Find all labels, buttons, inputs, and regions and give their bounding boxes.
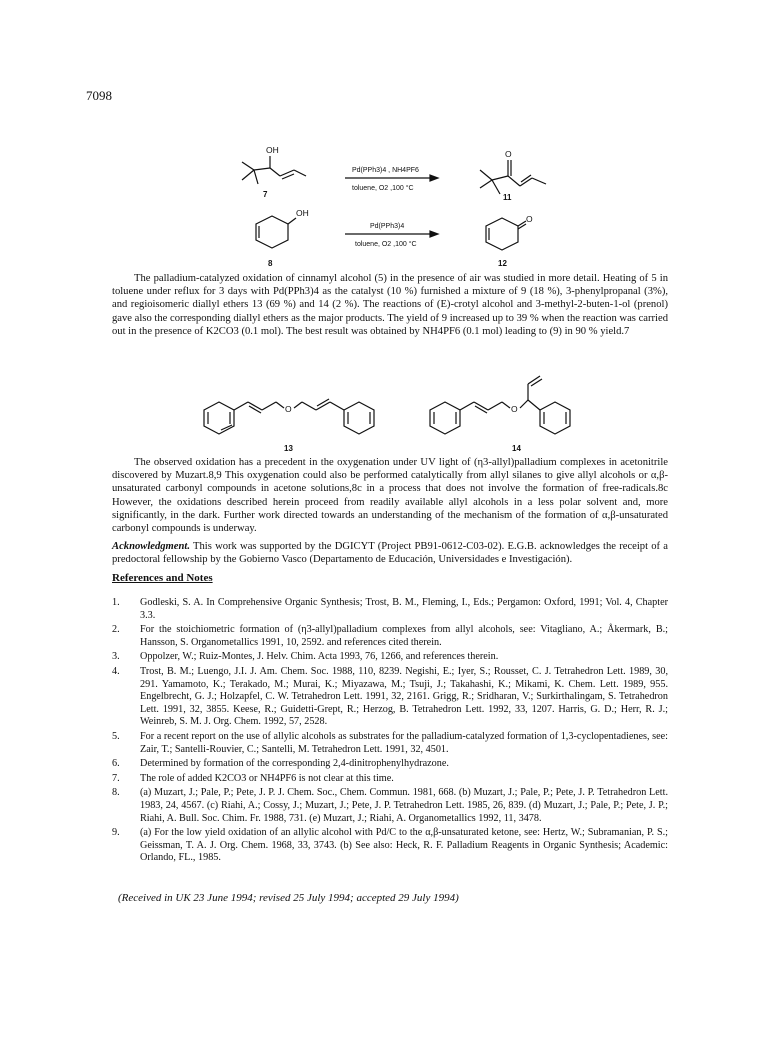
paragraph-1: The palladium-catalyzed oxidation of cinnamyl alcohol (5) in the presence of air was studied in more detail. Heating of 5 in toluene under reflux for 3 days with Pd(PPh3)4 as the catalyst (10 %) furnished a mixture of 9 (18 %), 3-phenylpropanal (3%), and regioisomeric diallyl ethers 13 (69 %) and 14 (2 %). The reactions of (E)-crotyl alcohol and 3-methyl-2-buten-1-ol (prenol) gave also the corresponding diallyl ethers as the major products. The yield of 9 increased up to 39 % when the reaction was carried out in the presence of K2CO3 (0.1 mol). The best result was obtained by NH4PF6 (0.1 mol) leading to (9) in 90 % yield.7: [112, 273, 668, 337]
structure-7: [242, 156, 306, 184]
reference-text: (a) For the low yield oxidation of an allylic alcohol with Pd/C to the α,β-unsaturated ketone, see: Hertz, W.; Subramanian, P. S.; Geissman, T. A. J. Org. Chem. 1968, 33, 3743. (b) See also: Heck, R. F. Palladium Reagents in Organic Synthesis; Academic: Orlando, FL., 1985.: [140, 827, 668, 864]
reference-item: [112, 758, 668, 771]
acknowledgment-text: This work was supported by the DGICYT (Project PB91-0612-C03-02). E.G.B. acknowledges the receipt of a predoctoral fellowship by the Gobierno Vasco (Departamento de Educación, Universidades e Investigación).: [112, 541, 668, 566]
reference-text: The role of added K2CO3 or NH4PF6 is not clear at this time.: [140, 772, 394, 784]
reference-number: 5.: [112, 730, 120, 742]
reference-number: 7.: [112, 772, 120, 784]
reference-item: [112, 651, 668, 664]
received-dates: (Received in UK 23 June 1994; revised 25 July 1994; accepted 29 July 1994): [118, 892, 459, 904]
reference-text: Determined by formation of the corresponding 2,4-dinitrophenylhydrazone.: [140, 758, 449, 770]
label-o-13: O: [285, 404, 292, 414]
paragraph-2: The observed oxidation has a precedent in the oxygenation under UV light of (η3-allyl)palladium complexes in acetonitrile discovered by Muzart.8,9 This oxygenation could also be performed catalytically from allyl silanes to give allyl alcohols or α,β-unsaturated carbonyl compounds in acetone solutions,8c in a process that does not involve the formation of free-radicals.8c However, the oxidations described herein proceed from readily available allyl alcohols in a less polar solvent and, more significantly, in the dark. Further work directed towards an understanding of the mechanism of the formation of α,β-unsaturated carbonyl compounds is underway.: [112, 457, 668, 535]
reference-number: 8.: [112, 787, 120, 799]
structure-12: [486, 218, 526, 250]
reference-number: 6.: [112, 758, 120, 770]
label-oh-7: OH: [266, 145, 279, 155]
page-number: 7098: [86, 88, 112, 103]
reference-item: [112, 773, 668, 786]
compound-7-label: 7: [263, 190, 268, 199]
compound-11-label: 11: [503, 193, 512, 202]
reference-text: Godleski, S. A. In Comprehensive Organic Synthesis; Trost, B. M., Fleming, I., Eds.; Pergamon: Oxford, 1991; Vol. 4, Chapter 3.3.: [140, 597, 668, 621]
reference-text: For the stoichiometric formation of (η3-allyl)palladium complexes from allyl alcohols, see: Vitagliano, A.; Åkermark, B.; Hansson, S. Organometallics 1991, 10, 2592. and references cited therein.: [140, 624, 668, 648]
reference-item: [112, 597, 668, 622]
reference-item: [112, 827, 668, 865]
compound-8-label: 8: [268, 259, 273, 268]
label-o-12: O: [526, 214, 533, 224]
structure-8: [256, 216, 296, 248]
structure-14: [430, 376, 570, 434]
reference-number: 3.: [112, 651, 120, 663]
reference-item: [112, 787, 668, 825]
reference-text: Trost, B. M.; Luengo, J.I. J. Am. Chem. Soc. 1988, 110, 8239. Negishi, E.; Iyer, S.; Rousset, C. J. Tetrahedron Lett. 1989, 30, 291. Yamamoto, K.; Terakado, M.; Murai, K.; Miyazawa, M.; Tsuji, J.; Takahashi, K.; Mikami, K. Chem. Lett. 1989, 955. Engelbrecht, G. J.; Holzapfel, C. W. Tetrahedron Lett. 1991, 32, 2161. Grigg, R.; Sridharan, V.; Surkirthalingam, S. Tetrahedron Lett. 1991, 32, 3855. Keese, R.; Guidetti-Grept, R.; Herzog, B. Tetrahedron Lett. 1992, 33, 1207. Harris, G. D.; Herr, R. J.; Weinreb, S. M. J. Org. Chem. 1992, 57, 2528.: [140, 665, 668, 728]
compound-13-label: 13: [284, 444, 293, 453]
conditions-1: toluene, O2 ,100 °C: [352, 185, 414, 192]
references-heading: References and Notes: [112, 572, 213, 584]
label-oh-8: OH: [296, 208, 309, 218]
reaction-scheme: [0, 0, 768, 460]
reference-item: [112, 731, 668, 756]
reference-text: For a recent report on the use of allylic alcohols as substrates for the palladium-catalyzed formation of 1,3-cyclopentadienes, see: Zair, T.; Santelli-Rouvier, C.; Santelli, M. Tetrahedron Lett. 1991, 32, 4501.: [140, 730, 668, 755]
reference-item: [112, 666, 668, 729]
reference-number: 1.: [112, 597, 120, 608]
structure-11: [480, 160, 546, 194]
label-o-11: O: [505, 149, 512, 159]
label-o-14: O: [511, 404, 518, 414]
reference-number: 9.: [112, 827, 120, 839]
reagent-1: Pd(PPh3)4 , NH4PF6: [352, 167, 419, 174]
reagent-2: Pd(PPh3)4: [370, 223, 405, 230]
compound-12-label: 12: [498, 259, 507, 268]
acknowledgment: [112, 540, 668, 566]
reference-number: 2.: [112, 624, 120, 636]
acknowledgment-label: Acknowledgment.: [112, 541, 190, 552]
compound-14-label: 14: [512, 444, 521, 453]
reference-text: Oppolzer, W.; Ruiz-Montes, J. Helv. Chim. Acta 1993, 76, 1266, and references therein.: [140, 651, 499, 663]
reference-number: 4.: [112, 665, 120, 677]
references-list: [112, 597, 668, 867]
reference-item: [112, 624, 668, 649]
reference-text: (a) Muzart, J.; Pale, P.; Pete, J. P. J. Chem. Soc., Chem. Commun. 1981, 668. (b) Muzart, J.; Pale, P.; Pete, J. P. Tetrahedron Lett. 1983, 24, 4567. (c) Riahi, A.; Cossy, J.; Muzart, J.; Pete, J. P. Tetrahedron Lett. 1985, 26, 839. (d) Muzart, J.; Pale, P.; Pete, J. P.; Riahi, A. Bull. Soc. Chim. Fr. 1988, 731. (e) Muzart, J.; Riahi, A. Organometallics 1992, 11, 3478.: [140, 787, 668, 824]
conditions-2: toluene, O2 ,100 °C: [355, 241, 417, 248]
